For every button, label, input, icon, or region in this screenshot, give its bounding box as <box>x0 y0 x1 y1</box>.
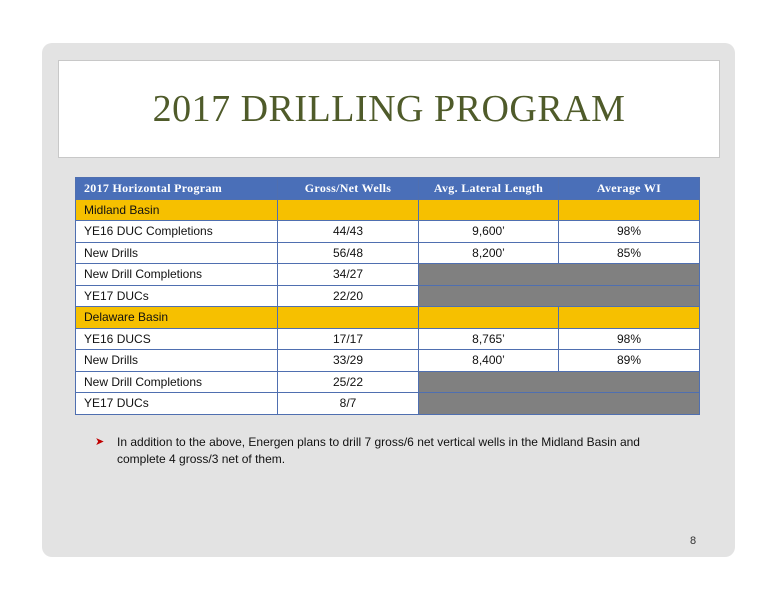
page-title: 2017 DRILLING PROGRAM <box>152 88 626 130</box>
table-row <box>76 350 700 372</box>
footnote-bullet <box>95 434 685 468</box>
cell-avg-lateral-length: 9,600’ <box>419 221 559 243</box>
cell-gross-net-wells: 56/48 <box>278 242 419 264</box>
empty-gray-cell <box>419 264 700 286</box>
cell-avg-lateral-length <box>419 307 559 329</box>
drilling-program-table <box>75 177 700 415</box>
table-row <box>76 264 700 286</box>
table-row <box>76 328 700 350</box>
table-row <box>76 242 700 264</box>
footnote-text: In addition to the above, Energen plans to drill 7 gross/6 net vertical wells in the Midland Basin and complete 4 gross/3 net of them. <box>117 435 640 466</box>
cell-gross-net-wells: 8/7 <box>278 393 419 415</box>
cell-average-wi: 98% <box>559 328 700 350</box>
page-number: 8 <box>690 535 697 547</box>
table-section-row <box>76 199 700 221</box>
cell-gross-net-wells: 44/43 <box>278 221 419 243</box>
cell-avg-lateral-length: 8,400’ <box>419 350 559 372</box>
cell-program: New Drills <box>76 350 278 372</box>
cell-program: YE17 DUCs <box>76 393 278 415</box>
cell-gross-net-wells: 17/17 <box>278 328 419 350</box>
table-header-average-wi: Average WI <box>559 178 700 200</box>
cell-avg-lateral-length: 8,200’ <box>419 242 559 264</box>
cell-program: Delaware Basin <box>76 307 278 329</box>
cell-program: YE17 DUCs <box>76 285 278 307</box>
cell-program: Midland Basin <box>76 199 278 221</box>
cell-program: New Drills <box>76 242 278 264</box>
cell-gross-net-wells: 22/20 <box>278 285 419 307</box>
cell-average-wi <box>559 307 700 329</box>
table-row <box>76 285 700 307</box>
table-header-program: 2017 Horizontal Program <box>76 178 278 200</box>
cell-avg-lateral-length <box>419 199 559 221</box>
table-section-row <box>76 307 700 329</box>
cell-program: New Drill Completions <box>76 371 278 393</box>
cell-average-wi <box>559 199 700 221</box>
cell-program: New Drill Completions <box>76 264 278 286</box>
cell-average-wi: 89% <box>559 350 700 372</box>
empty-gray-cell <box>419 285 700 307</box>
table-header-avg-lateral-length: Avg. Lateral Length <box>419 178 559 200</box>
title-box <box>58 60 720 158</box>
cell-program: YE16 DUCS <box>76 328 278 350</box>
cell-program: YE16 DUC Completions <box>76 221 278 243</box>
table-header-gross-net-wells: Gross/Net Wells <box>278 178 419 200</box>
empty-gray-cell <box>419 393 700 415</box>
cell-gross-net-wells: 33/29 <box>278 350 419 372</box>
cell-average-wi: 85% <box>559 242 700 264</box>
cell-average-wi: 98% <box>559 221 700 243</box>
empty-gray-cell <box>419 371 700 393</box>
cell-gross-net-wells <box>278 199 419 221</box>
cell-gross-net-wells: 34/27 <box>278 264 419 286</box>
cell-avg-lateral-length: 8,765’ <box>419 328 559 350</box>
table-row <box>76 393 700 415</box>
cell-gross-net-wells: 25/22 <box>278 371 419 393</box>
table-row <box>76 371 700 393</box>
arrow-bullet-icon: ➤ <box>95 436 105 448</box>
cell-gross-net-wells <box>278 307 419 329</box>
table-row <box>76 221 700 243</box>
table-header-row <box>76 178 700 200</box>
